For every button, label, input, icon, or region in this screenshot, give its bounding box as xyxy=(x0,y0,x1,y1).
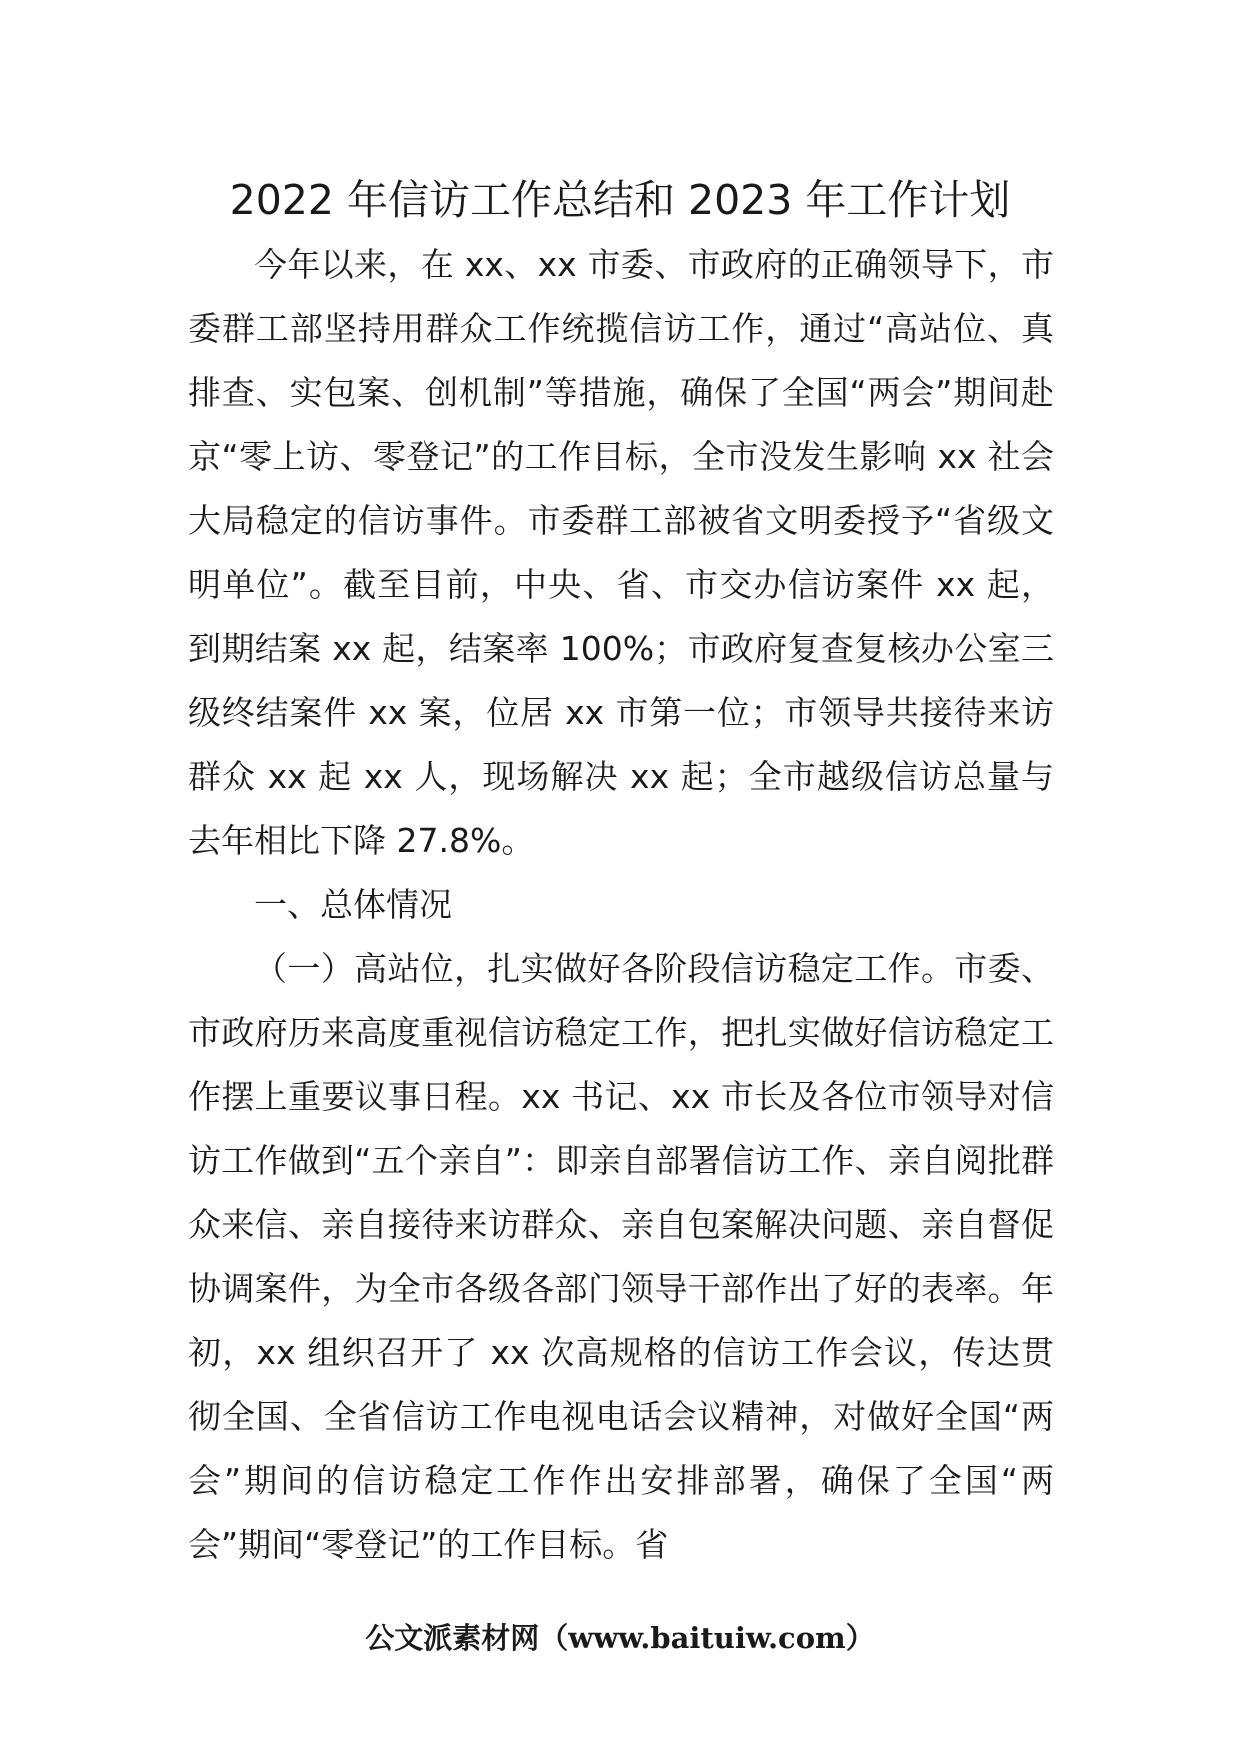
document-body xyxy=(188,233,1054,1577)
section1-paragraph-1: （一）高站位，扎实做好各阶段信访稳定工作。市委、市政府历来高度重视信访稳定工作，把扎实做好信访稳定工作摆上重要议事日程。xx 书记、xx 市长及各位市领导对信访工作做到“五个亲自”：即亲自部署信访工作、亲自阅批群众来信、亲自接待来访群众、亲自包案解决问题、亲自督促协调案件，为全市各级各部门领导干部作出了好的表率。年初，xx 组织召开了 xx 次高规格的信访工作会议，传达贯彻全国、全省信访工作电视电话会议精神，对做好全国“两会”期间的信访稳定工作作出安排部署，确保了全国“两会”期间“零登记”的工作目标。省 xyxy=(188,949,1054,1564)
document-title: 2022 年信访工作总结和 2023 年工作计划 xyxy=(229,176,1011,224)
intro-paragraph: 今年以来，在 xx、xx 市委、市政府的正确领导下，市委群工部坚持用群众工作统揽信访工作，通过“高站位、真排查、实包案、创机制”等措施，确保了全国“两会”期间赴京“零上访、零登记”的工作目标，全市没发生影响 xx 社会大局稳定的信访事件。市委群工部被省文明委授予“省级文明单位”。截至目前，中央、省、市交办信访案件 xx 起，到期结案 xx 起，结案率 100%；市政府复查复核办公室三级终结案件 xx 案，位居 xx 市第一位；市领导共接待来访群众 xx 起 xx 人，现场解决 xx 起；全市越级信访总量与去年相比下降 27.8%。 xyxy=(188,245,1054,860)
footer-watermark: 公文派素材网（www.baituiw.com） xyxy=(365,1621,875,1655)
section-heading-overview: 一、总体情况 xyxy=(254,885,452,924)
